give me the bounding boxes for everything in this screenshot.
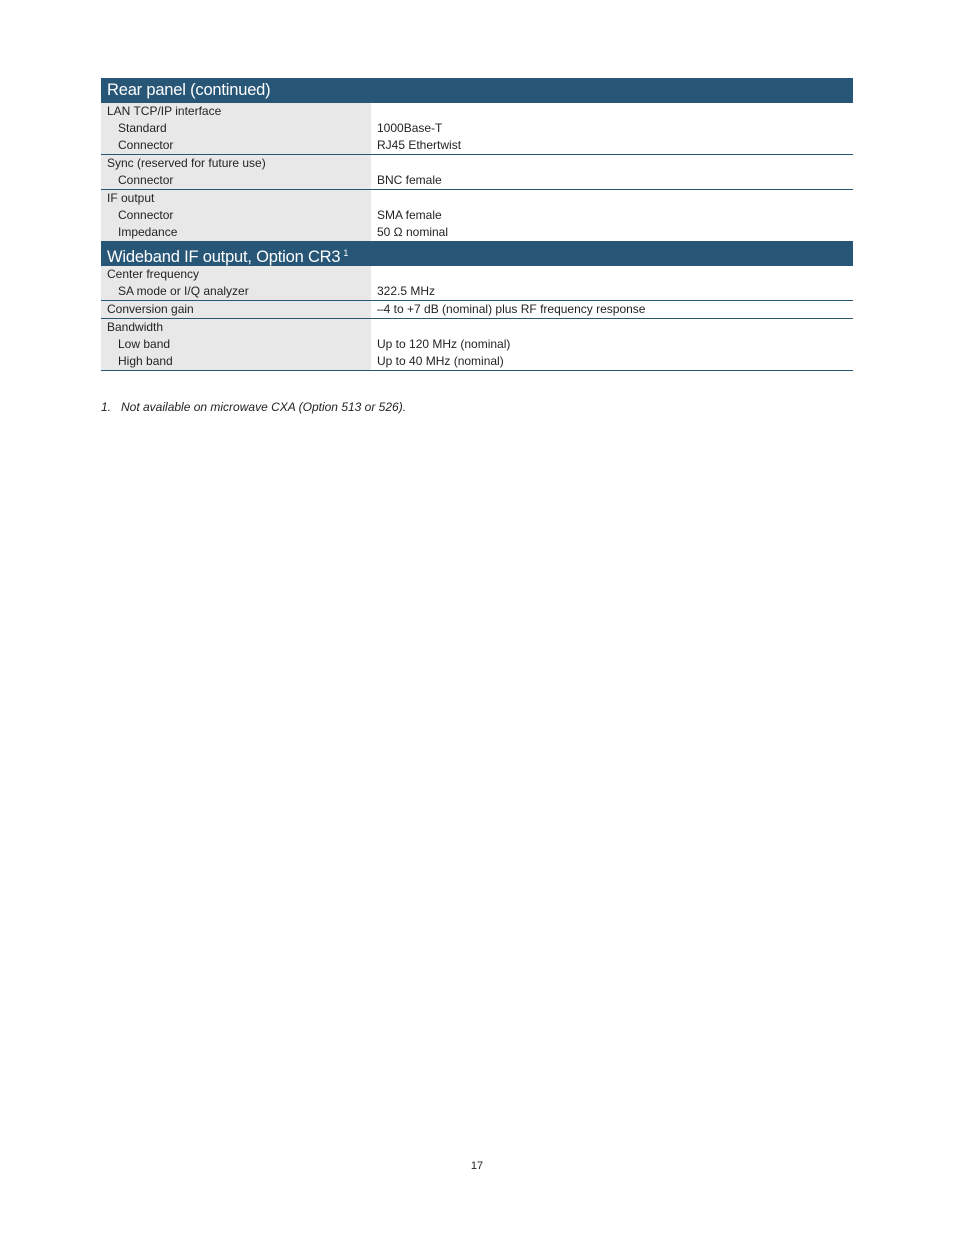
section-header-rear-panel [101,78,853,103]
table-row-conversion-gain [101,301,853,319]
row-value: Up to 40 MHz (nominal) [377,354,504,368]
row-value: 322.5 MHz [377,284,436,298]
row-label: Conversion gain [107,302,194,316]
row-sublabel: High band [118,354,173,368]
row-sublabel: SA mode or I/Q analyzer [118,284,249,298]
row-label: Sync (reserved for future use) [107,156,266,170]
section-title: Wideband IF output, Option CR3 [107,248,341,266]
row-value: Up to 120 MHz (nominal) [377,337,511,351]
section-header-wideband-if [101,241,853,266]
table-row-bandwidth [101,319,853,371]
footnote [101,400,406,414]
row-label: LAN TCP/IP interface [107,104,222,118]
row-value: RJ45 Ethertwist [377,138,462,152]
row-value: 1000Base-T [377,121,443,135]
row-sublabel: Low band [118,337,171,351]
footnote-number: 1. [101,400,112,414]
footnote-text: Not available on microwave CXA (Option 513 or 526). [121,400,407,414]
row-label: Center frequency [107,267,200,281]
page-number: 17 [470,1160,484,1172]
table-row-sync [101,155,853,190]
table-row-if-output [101,190,853,241]
row-sublabel: Connector [118,138,174,152]
footnote-marker: 1 [343,248,349,258]
row-value: SMA female [377,208,442,222]
row-sublabel: Impedance [118,225,178,239]
spec-table [101,78,853,371]
row-label: Bandwidth [107,320,164,334]
row-sublabel: Standard [118,121,167,135]
section-title: Rear panel (continued) [107,81,271,99]
row-label: IF output [107,191,155,205]
row-sublabel: Connector [118,208,174,222]
table-row-lan [101,103,853,155]
row-value: –4 to +7 dB (nominal) plus RF frequency response [377,302,646,316]
row-value: 50 Ω nominal [377,225,449,239]
row-sublabel: Connector [118,173,174,187]
row-value: BNC female [377,173,442,187]
table-row-center-frequency [101,266,853,301]
